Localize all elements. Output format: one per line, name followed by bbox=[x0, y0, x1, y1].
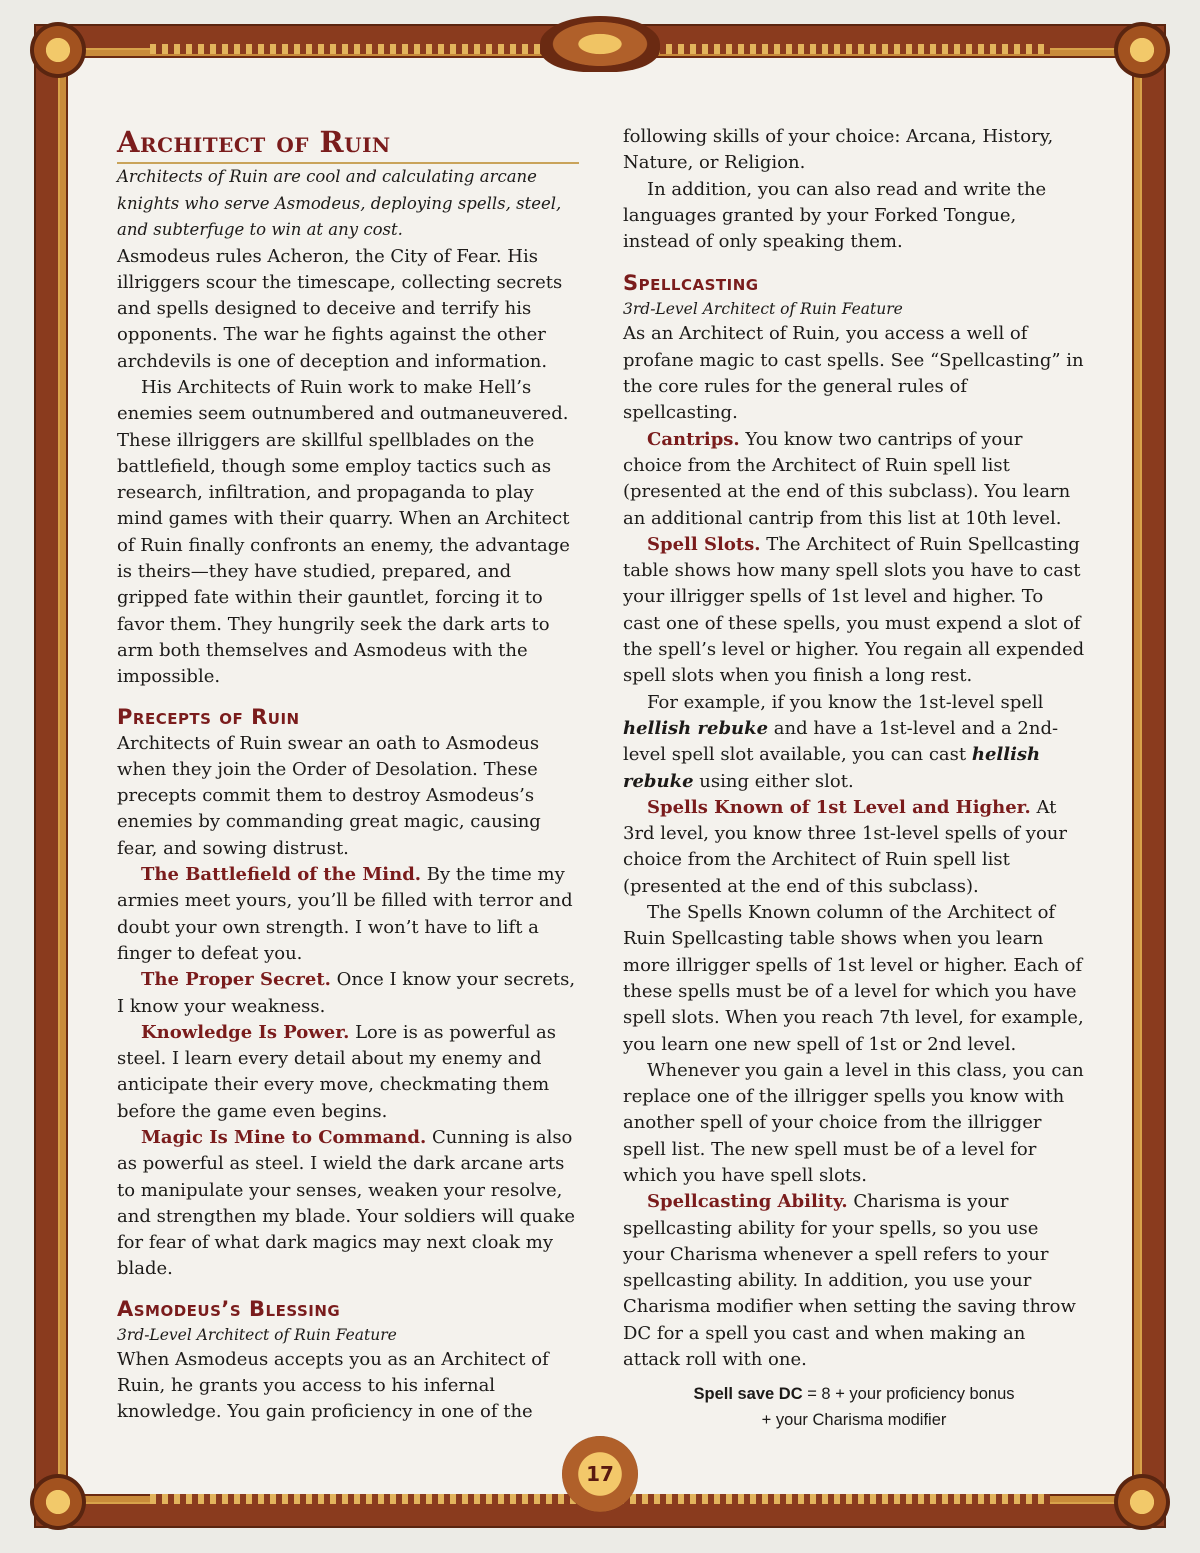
text-span: using either slot. bbox=[693, 770, 854, 792]
corner-ornament-icon bbox=[30, 1474, 86, 1530]
precept-text: Lore is as powerful as steel. I learn every detail about my enemy and anticipate their every move, checkmating them before the game even begins. bbox=[117, 1021, 556, 1122]
paragraph: Architects of Ruin swear an oath to Asmodeus when they join the Order of Desolation. These precepts commit them to destroy Asmodeus’s enemies by commanding great magic, causing fear, and sowing distrust. bbox=[117, 732, 541, 859]
paragraph: following skills of your choice: Arcana, History, Nature, or Religion. bbox=[623, 126, 1054, 174]
feature-lead: Spellcasting Ability. bbox=[647, 1191, 848, 1213]
section-heading-spellcasting: Spellcasting bbox=[623, 271, 759, 296]
corner-ornament-icon bbox=[1114, 22, 1170, 78]
corner-ornament-icon bbox=[30, 22, 86, 78]
right-column bbox=[623, 124, 1085, 1433]
paragraph: Asmodeus rules Acheron, the City of Fear. His illriggers scour the timescape, collecting secrets and spells designed to deceive and terrify his opponents. The war he fights against the other archdevils is one of deception and information. bbox=[117, 245, 563, 372]
precept-text: Cunning is also as powerful as steel. I wield the dark arcane arts to manipulate your senses, weaken your resolve, and strengthen my blade. Your soldiers will quake for fear of what dark magics may next cloak my blade. bbox=[117, 1127, 575, 1280]
crest-ornament-icon bbox=[540, 16, 660, 72]
formula-label: Spell save DC bbox=[693, 1385, 803, 1404]
feature-text: You know two cantrips of your choice from the Architect of Ruin spell list (presented at the end of this subclass). You learn an additional cantrip from this list at 10th level. bbox=[623, 428, 1071, 529]
spell-name: hellish rebuke bbox=[623, 717, 769, 739]
page-title: Architect of Ruin bbox=[117, 124, 579, 164]
feature-lead: Cantrips. bbox=[647, 428, 740, 450]
feature-item bbox=[623, 1189, 1085, 1373]
text-span: For example, if you know the 1st-level spell bbox=[647, 691, 1044, 713]
feature-text: At 3rd level, you know three 1st-level spells of your choice from the Architect of Ruin spell list (presented at the end of this subclass). bbox=[623, 796, 1067, 897]
paragraph: In addition, you can also read and write the languages granted by your Forked Tongue, instead of only speaking them. bbox=[623, 178, 1047, 253]
feature-item bbox=[623, 795, 1085, 900]
precept-item bbox=[117, 1125, 579, 1283]
paragraph: When Asmodeus accepts you as an Architect of Ruin, he grants you access to his infernal knowledge. You gain proficiency in one of the bbox=[117, 1348, 549, 1423]
precept-item bbox=[117, 967, 579, 1020]
formula-line: + your Charisma modifier bbox=[761, 1411, 947, 1430]
precept-item bbox=[117, 862, 579, 967]
spell-save-formula bbox=[623, 1381, 1085, 1433]
intro-text: Architects of Ruin are cool and calculating arcane knights who serve Asmodeus, deploying spells, steel, and subterfuge to win at any cost. bbox=[117, 167, 562, 239]
paragraph: His Architects of Ruin work to make Hell’s enemies seem outnumbered and outmaneuvered. These illriggers are skillful spellblades on the battlefield, though some employ tactics such as research, infiltration, and propaganda to play mind games with their quarry. When an Architect of Ruin finally confronts an enemy, the advantage is theirs—they have studied, prepared, and gripped fate within their gauntlet, forcing it to favor them. They hungrily seek the dark arts to arm both themselves and Asmodeus with the impossible. bbox=[117, 376, 570, 688]
spell-name: hellish rebuke bbox=[623, 744, 1041, 792]
precept-lead: The Proper Secret. bbox=[141, 969, 331, 991]
section-heading-blessing: Asmodeus’s Blessing bbox=[117, 1296, 341, 1321]
paragraph: As an Architect of Ruin, you access a well of profane magic to cast spells. See “Spellcasting” in the core rules for the general rules of spellcasting. bbox=[623, 323, 1084, 424]
precept-text: By the time my armies meet yours, you’ll be filled with terror and doubt your own strength. I won’t have to lift a finger to defeat you. bbox=[117, 864, 573, 964]
formula-text: = 8 + your proficiency bonus bbox=[802, 1385, 1015, 1404]
feature-subtitle: 3rd-Level Architect of Ruin Feature bbox=[117, 1325, 397, 1344]
left-column bbox=[117, 124, 579, 1426]
precept-lead: Magic Is Mine to Command. bbox=[141, 1127, 427, 1148]
feature-lead: Spell Slots. bbox=[647, 533, 761, 555]
feature-text: The Architect of Ruin Spellcasting table shows how many spell slots you have to cast your illrigger spells of 1st level and higher. To cast one of these spells, you must expend a slot of the spell’s level or higher. You regain all expended spell slots when you finish a long rest. bbox=[623, 533, 1085, 687]
feature-subtitle: 3rd-Level Architect of Ruin Feature bbox=[623, 300, 903, 319]
paragraph: Whenever you gain a level in this class, you can replace one of the illrigger spells you know with another spell of your choice from the illrigger spell list. The new spell must be of a level for which you have spell slots. bbox=[623, 1059, 1084, 1186]
corner-ornament-icon bbox=[1114, 1474, 1170, 1530]
page-number: 17 bbox=[586, 1462, 614, 1486]
feature-item bbox=[623, 427, 1085, 532]
feature-item bbox=[623, 532, 1085, 690]
section-heading-precepts: Precepts of Ruin bbox=[117, 704, 300, 729]
feature-lead: Spells Known of 1st Level and Higher. bbox=[647, 796, 1031, 818]
paragraph: The Spells Known column of the Architect of Ruin Spellcasting table shows when you learn more illrigger spells of 1st level or higher. Each of these spells must be of a level for which you have spell slots. When you reach 7th level, for example, you learn one new spell of 1st or 2nd level. bbox=[623, 902, 1084, 1055]
precept-text: Once I know your secrets, I know your weakness. bbox=[117, 969, 576, 1017]
precept-lead: The Battlefield of the Mind. bbox=[141, 864, 422, 886]
page-number-badge bbox=[562, 1436, 638, 1512]
paragraph bbox=[623, 690, 1085, 795]
formula-line bbox=[623, 1381, 1085, 1407]
precept-lead: Knowledge Is Power. bbox=[141, 1021, 350, 1043]
feature-text: Charisma is your spellcasting ability for your spells, so you use your Charisma whenever a spell refers to your spellcasting ability. In addition, you use your Charisma modifier when setting the saving throw DC for a spell you cast and when making an attack roll with one. bbox=[623, 1191, 1076, 1371]
text-span: and have a 1st-level and a 2nd-level spell slot available, you can cast bbox=[623, 717, 1059, 766]
precept-item bbox=[117, 1020, 579, 1125]
